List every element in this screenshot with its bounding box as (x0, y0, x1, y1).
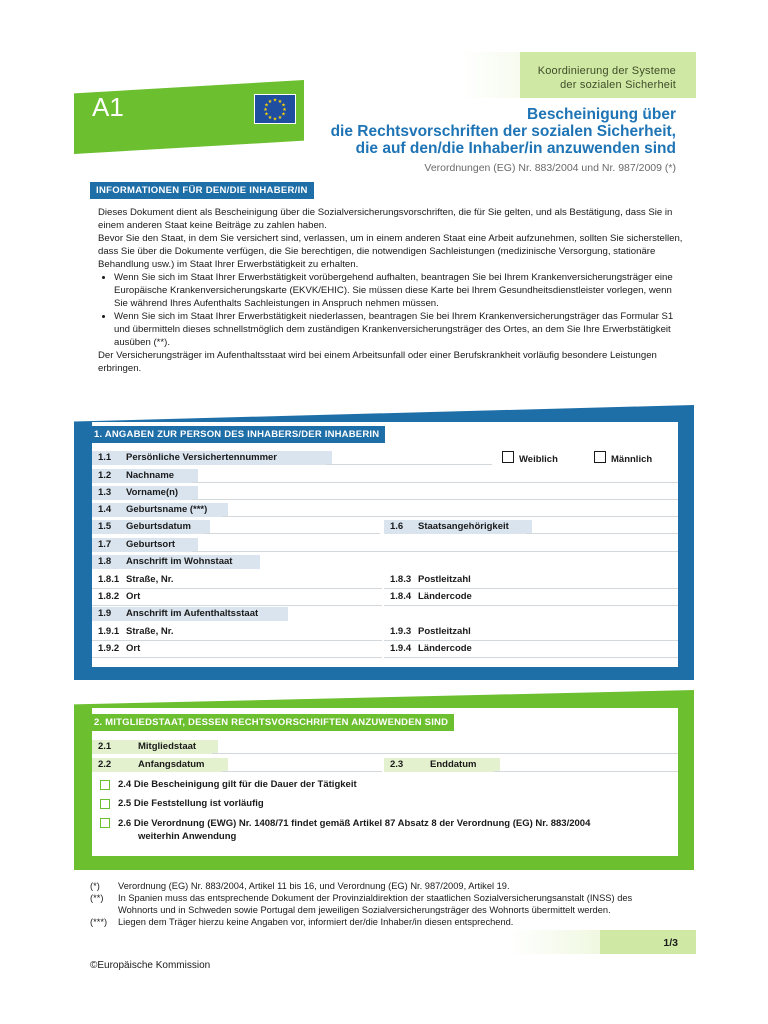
eu-flag-icon (254, 94, 296, 124)
field-label: Persönliche Versichertennummer (126, 452, 278, 463)
field-1-6-label (384, 520, 532, 534)
option-number: 2.4 (118, 779, 132, 790)
document-title (331, 106, 676, 157)
field-1-9-label (92, 607, 288, 621)
field-1-8-3-input[interactable] (384, 588, 678, 589)
field-label: Anfangsdatum (138, 759, 205, 770)
female-label: Weiblich (519, 454, 558, 465)
svg-text:★: ★ (264, 102, 269, 109)
field-1-9-3-input[interactable] (384, 640, 678, 641)
svg-text:★: ★ (282, 107, 287, 113)
field-1-4-input[interactable] (222, 516, 678, 517)
option-2-4-checkbox[interactable] (100, 780, 110, 790)
field-label: Straße, Nr. (126, 626, 174, 637)
field-2-3-label (384, 758, 500, 772)
field-label: Geburtsort (126, 539, 176, 550)
field-1-2-input[interactable] (192, 482, 678, 483)
section2-heading: 2. MITGLIEDSTAAT, DESSEN RECHTSVORSCHRIFTEN ANZUWENDEN SIND (88, 714, 454, 731)
coordination-line-1: Koordinierung der Systeme (537, 65, 676, 77)
info-paragraph-3: Der Versicherungsträger im Aufenthaltsstaat wird bei einem Arbeitsunfall oder einer Berufskrankheit vorläufig besondere Leistungen erbringen. (98, 350, 657, 374)
field-1-4-label (92, 503, 228, 517)
field-1-8-1-input[interactable] (92, 588, 382, 589)
svg-text:★: ★ (272, 97, 278, 104)
field-label: Enddatum (430, 759, 477, 770)
footnote-text: Verordnung (EG) Nr. 883/2004, Artikel 11 bis 16, und Verordnung (EG) Nr. 987/2009, Artikel 19. (118, 881, 510, 891)
field-label: Ort (126, 591, 141, 602)
copyright: ©Europäische Kommission (90, 960, 211, 971)
male-checkbox[interactable] (594, 451, 606, 463)
field-1-3-label (92, 486, 198, 500)
option-2-6 (118, 817, 590, 843)
footnote-1 (90, 880, 510, 892)
field-label: Nachname (126, 470, 175, 481)
field-1-6-input[interactable] (526, 533, 678, 534)
title-line-3: die auf den/die Inhaber/in anzuwenden sind (355, 140, 676, 157)
male-label: Männlich (611, 454, 653, 465)
field-1-8-label (92, 555, 260, 569)
field-label: Postleitzahl (418, 626, 471, 637)
option-2-5 (118, 797, 264, 810)
svg-text:★: ★ (272, 116, 278, 123)
field-label: Ländercode (418, 643, 472, 654)
footnote-marker: (***) (90, 917, 108, 927)
field-number: 1.9.2 (98, 643, 120, 654)
field-1-5-label (92, 520, 210, 534)
field-number: 1.4 (98, 504, 112, 515)
field-number: 1.8.1 (98, 574, 120, 585)
field-1-8-2-label (92, 590, 378, 604)
footnote-text-line-1: In Spanien muss das entsprechende Dokument der Provinzialdirektion der staatlichen Sozialversicherungsanstalt (INSS) des (118, 893, 633, 903)
option-2-5-checkbox[interactable] (100, 799, 110, 809)
footnote-text-line-2: Wohnorts und in Schweden sowie Portugal dem jeweiligen Sozialversicherungsträger des Wohnorts übermittelt werden. (118, 905, 611, 915)
field-number: 1.9.3 (390, 626, 412, 637)
section1-heading: 1. ANGABEN ZUR PERSON DES INHABERS/DER INHABERIN (88, 426, 385, 443)
field-1-8-2-input[interactable] (92, 605, 382, 606)
field-number: 1.8.2 (98, 591, 120, 602)
field-number: 1.8 (98, 556, 112, 567)
field-1-8-1-label (92, 573, 378, 587)
coordination-label (538, 64, 676, 92)
info-text (98, 206, 688, 375)
field-2-2-input[interactable] (222, 771, 382, 772)
coordination-line-2: der sozialen Sicherheit (560, 79, 676, 91)
svg-text:★: ★ (281, 111, 286, 118)
field-number: 1.6 (390, 521, 404, 532)
field-label: Anschrift im Wohnstaat (126, 556, 233, 567)
svg-text:★: ★ (267, 99, 273, 105)
field-1-1-input[interactable] (326, 464, 492, 465)
field-2-3-input[interactable] (494, 771, 678, 772)
field-number: 2.1 (98, 741, 112, 752)
svg-text:★: ★ (277, 115, 283, 121)
field-label: Ort (126, 643, 141, 654)
svg-text:★: ★ (264, 111, 269, 118)
field-label: Geburtsname (***) (126, 504, 208, 515)
info-bullet-list (98, 271, 688, 349)
option-label-line-2: weiterhin Anwendung (138, 831, 237, 842)
footer-green-accent (600, 930, 696, 954)
page-number: 1/3 (663, 937, 678, 949)
field-label: Straße, Nr. (126, 574, 174, 585)
field-1-2-label (92, 469, 198, 483)
info-bullet-2: • Wenn Sie sich im Staat Ihrer Erwerbstätigkeit niederlassen, beantragen Sie bei Ihrem Krankenversicherungsträger das Formular S1 und übermitteln dieses schnellstmöglich dem zuständigen Krankenversicherungsträger des Ortes, an dem Sie Ihre Erwerbstätigkeit ausüben (**). (114, 310, 688, 349)
field-number: 1.9 (98, 608, 112, 619)
info-paragraph-2: Bevor Sie den Staat, in dem Sie versichert sind, verlassen, um in einem anderen Staat eine Arbeit aufzunehmen, sollten Sie sicherstellen, dass Sie über die Dokumente verfügen, die Sie berechtigen, die notwendigen Sachleistungen (medizinische Versorgung, stationäre Behandlung usw.) im Staat Ihrer Erwerbstätigkeit zu erhalten. (98, 233, 683, 270)
field-number: 1.1 (98, 452, 112, 463)
field-1-8-3-label (384, 573, 590, 587)
svg-text:★: ★ (267, 115, 273, 121)
field-1-9-2-input[interactable] (92, 657, 382, 658)
option-2-4 (118, 778, 357, 791)
footnote-3 (90, 916, 513, 928)
female-checkbox[interactable] (502, 451, 514, 463)
title-line-1: Bescheinigung über (527, 106, 676, 123)
option-label-line-1: Die Verordnung (EWG) Nr. 1408/71 findet gemäß Artikel 87 Absatz 8 der Verordnung (EG) Nr. 883/2004 (133, 818, 591, 829)
info-paragraph-1: Dieses Dokument dient als Bescheinigung über die Sozialversicherungsvorschriften, die für Sie gelten, und als Bestätigung, dass Sie in einem anderen Staat keine Beiträge zu zahlen haben. (98, 207, 673, 231)
field-2-1-input[interactable] (212, 753, 678, 754)
option-2-6-checkbox[interactable] (100, 818, 110, 828)
field-1-8-4-input[interactable] (384, 605, 678, 606)
field-2-2-label (92, 758, 228, 772)
field-number: 1.3 (98, 487, 112, 498)
svg-text:★: ★ (277, 99, 283, 105)
field-2-1-label (92, 740, 218, 754)
form-code: A1 (92, 92, 124, 122)
field-number: 1.9.4 (390, 643, 412, 654)
field-1-7-input[interactable] (192, 551, 678, 552)
footnote-marker: (*) (90, 881, 100, 891)
option-label: Die Bescheinigung gilt für die Dauer der Tätigkeit (133, 779, 357, 790)
svg-text:★: ★ (263, 107, 268, 113)
svg-text:★: ★ (281, 102, 286, 109)
field-number: 1.9.1 (98, 626, 120, 637)
field-number: 2.2 (98, 759, 112, 770)
field-1-9-1-input[interactable] (92, 640, 382, 641)
field-1-9-2-label (92, 642, 378, 656)
title-line-2: die Rechtsvorschriften der sozialen Sicherheit, (330, 123, 676, 140)
footnote-text: Liegen dem Träger hierzu keine Angaben vor, informiert der/die Inhaber/in diesen entsprechend. (118, 917, 514, 927)
field-number: 1.7 (98, 539, 112, 550)
option-number: 2.6 (118, 818, 132, 829)
field-1-5-input[interactable] (204, 533, 380, 534)
field-1-9-4-input[interactable] (384, 657, 678, 658)
field-number: 1.8.4 (390, 591, 412, 602)
field-1-9-3-label (384, 625, 590, 639)
field-1-9-1-label (92, 625, 378, 639)
field-1-7-label (92, 538, 198, 552)
field-number: 1.8.3 (390, 574, 412, 585)
field-label: Postleitzahl (418, 574, 471, 585)
field-1-1-label (92, 451, 332, 465)
field-1-3-input[interactable] (192, 499, 678, 500)
field-number: 2.3 (390, 759, 404, 770)
option-number: 2.5 (118, 798, 132, 809)
info-bullet-1: • Wenn Sie sich im Staat Ihrer Erwerbstätigkeit vorübergehend aufhalten, beantragen Sie bei Ihrem Krankenversicherungsträger eine Europäische Krankenversicherungskarte (EKVK/EHIC). Sie müssen diese Karte bei Ihrem Gesundheitsdienstleister vorlegen, wenn Sie während Ihres Aufenthalts Sachleistungen in Anspruch nehmen müssen. (114, 271, 688, 310)
info-heading: INFORMATIONEN FÜR DEN/DIE INHABER/IN (90, 182, 314, 199)
field-number: 1.2 (98, 470, 112, 481)
field-label: Ländercode (418, 591, 472, 602)
field-label: Geburtsdatum (126, 521, 191, 532)
field-1-8-4-label (384, 590, 590, 604)
field-1-9-4-label (384, 642, 590, 656)
field-label: Vorname(n) (126, 487, 179, 498)
option-label: Die Feststellung ist vorläufig (133, 798, 264, 809)
field-label: Mitgliedstaat (138, 741, 197, 752)
field-label: Staatsangehörigkeit (418, 521, 509, 532)
field-label: Anschrift im Aufenthaltsstaat (126, 608, 259, 619)
regulation-reference: Verordnungen (EG) Nr. 883/2004 und Nr. 987/2009 (*) (424, 162, 676, 174)
footnote-marker: (**) (90, 893, 104, 903)
field-number: 1.5 (98, 521, 112, 532)
footnote-2 (90, 892, 632, 916)
